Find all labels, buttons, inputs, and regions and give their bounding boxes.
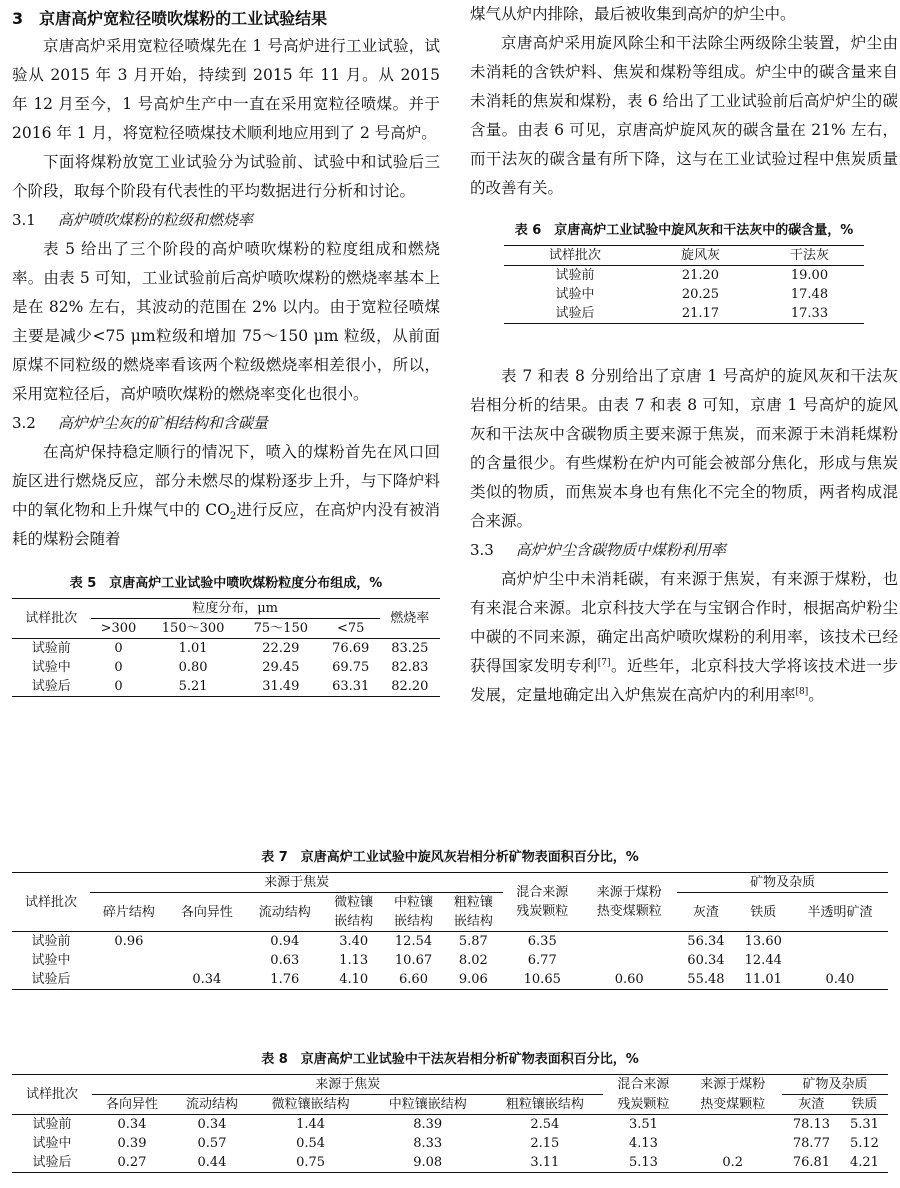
table-cell: 试验后 xyxy=(32,1155,72,1170)
table8-caption: 表 8 京唐高炉工业试验中干法灰岩相分析矿物表面积百分比，% xyxy=(261,1052,639,1067)
table-cell: 5.13 xyxy=(628,1155,658,1170)
section-title: 高炉炉尘含碳物质中煤粉利用率 xyxy=(515,541,726,559)
text-run: 高炉炉尘中未消耗碳，有来源于焦炭，有来源于煤粉，也有来混合来源。北京科技大学在与宝钢合作时，根据高炉粉尘中碳的不同来源，确定出高炉喷吹煤粉的利用率，该技术已经获得国家发明专利 xyxy=(470,570,898,675)
table-cell: 22.29 xyxy=(262,641,300,656)
table-cell: 6.60 xyxy=(399,972,428,987)
table5-header-size: 粒度分布，μm xyxy=(91,599,380,619)
table5 xyxy=(12,598,440,697)
table7-header-coal xyxy=(581,873,677,932)
table-cell: 试验中 xyxy=(31,953,71,968)
table8-subheader: 中粒镶嵌结构 xyxy=(369,1095,486,1115)
table-row xyxy=(504,285,864,304)
table-cell: 5.12 xyxy=(849,1136,879,1151)
table-cell: 0 xyxy=(114,660,123,675)
table8-subheader: 热变煤颗粒 xyxy=(683,1095,782,1115)
paragraph xyxy=(12,438,440,554)
table-cell: 11.01 xyxy=(744,972,782,987)
table-cell: 4.10 xyxy=(339,972,369,987)
citation: [7] xyxy=(597,657,611,668)
table-cell: 8.02 xyxy=(458,953,488,968)
section-3-2-heading xyxy=(12,409,440,438)
table7-block xyxy=(12,848,888,990)
table-cell: 76.69 xyxy=(332,641,370,656)
header-line: 流动结构 xyxy=(258,904,311,920)
table6-header: 试样批次 xyxy=(504,246,646,266)
table-cell: 76.81 xyxy=(792,1155,831,1170)
paragraph: 表 5 给出了三个阶段的高炉喷吹煤粉的粒度组成和燃烧率。由表 5 可知，工业试验前后高炉喷吹煤粉的燃烧率基本上是在 82% 左右，其波动的范围在 2% 以内。由于宽粒径喷煤主要是减少<75 μm粒级和增加 75～150 μm 粒级，从前面原煤不同粒级的燃烧率看该两个粒级燃烧率相差很小，所以，采用宽粒径后，高炉喷吹煤粉的燃烧率变化也很小。 xyxy=(12,240,440,403)
table-cell: 试验中 xyxy=(555,287,595,302)
table6-body xyxy=(504,266,864,324)
table-row xyxy=(12,932,888,952)
table7-subheader: 铁质 xyxy=(735,893,792,932)
table7-header-batch: 试样批次 xyxy=(12,873,90,932)
table-cell: 10.65 xyxy=(523,972,561,987)
section-number: 3.1 xyxy=(12,211,36,229)
table-cell: 9.06 xyxy=(458,972,488,987)
section-3-1-heading xyxy=(12,206,440,235)
table-cell: 试验前 xyxy=(32,1117,72,1132)
table-cell: 2.54 xyxy=(530,1117,560,1132)
table-cell: 17.33 xyxy=(790,306,829,321)
table-cell: 0.27 xyxy=(117,1155,147,1170)
table-cell: 63.31 xyxy=(332,679,370,694)
paragraph: 下面将煤粉放宽工业试验分为试验前、试验中和试验后三个阶段，取每个阶段有代表性的平均数据进行分析和讨论。 xyxy=(12,153,440,200)
paragraph: 京唐高炉采用旋风除尘和干法除尘两级除尘装置，炉尘由未消耗的含铁炉料、焦炭和煤粉等组成。炉尘中的碳含量来自未消耗的焦炭和煤粉，表 6 给出了工业试验前后高炉炉尘的碳含量。由表 6 可见，京唐高炉旋风灰的碳含量在 21% 左右，而干法灰的碳含量有所下降，这与在工业试验过程中焦炭质量的改善有关。 xyxy=(470,34,898,197)
table-cell: 试验前 xyxy=(31,934,71,949)
table-row xyxy=(12,1153,888,1173)
table-cell xyxy=(792,951,888,970)
table-cell: 2.15 xyxy=(530,1136,560,1151)
table-cell: 0.75 xyxy=(296,1155,326,1170)
table8 xyxy=(12,1074,888,1173)
table7-subheader xyxy=(246,893,324,932)
table-row xyxy=(12,677,440,697)
table-cell: 12.44 xyxy=(744,953,782,968)
paragraph: 表 7 和表 8 分别给出了京唐 1 号高炉的旋风灰和干法灰岩相分析的结果。由表 7 和表 8 可知，京唐 1 号高炉的旋风灰和干法灰中含碳物质主要来源于焦炭，而来源于未消耗煤粉的含量很少。有些煤粉在炉内可能会被部分焦化，形成与焦炭类似的物质，而焦炭本身也有焦化不完全的物质，两者构成混合来源。 xyxy=(470,367,898,530)
table8-header-mixed: 混合来源 xyxy=(617,1077,670,1093)
table-row xyxy=(12,658,440,677)
table-cell: 78.77 xyxy=(792,1136,831,1151)
table-cell: 12.54 xyxy=(394,934,433,949)
table-cell: 9.08 xyxy=(413,1155,443,1170)
table-cell: 0.39 xyxy=(117,1136,147,1151)
section-3-heading: 3 京唐高炉宽粒径喷吹煤粉的工业试验结果 xyxy=(12,9,328,28)
table-cell: 试验后 xyxy=(31,972,71,987)
table-cell: 5.87 xyxy=(458,934,488,949)
subscript: 2 xyxy=(229,511,237,523)
table7-subheader xyxy=(384,893,444,932)
table7-header-mixed xyxy=(503,873,581,932)
table-cell: 3.51 xyxy=(628,1117,658,1132)
table7-subheader: 半透明矿渣 xyxy=(792,893,888,932)
table-cell: 1.44 xyxy=(296,1117,326,1132)
table7-subheader xyxy=(90,893,168,932)
table-row xyxy=(12,1115,888,1135)
table-cell xyxy=(792,932,888,952)
table-cell: 0.34 xyxy=(197,1117,227,1132)
table-cell: 0.40 xyxy=(825,972,855,987)
table8-block xyxy=(12,1050,888,1173)
table-cell: 4.21 xyxy=(849,1155,879,1170)
table-cell: 60.34 xyxy=(687,953,725,968)
table-cell: 83.25 xyxy=(391,641,429,656)
table-cell: 试验后 xyxy=(31,679,71,694)
table-cell xyxy=(581,951,677,970)
table-cell: 56.34 xyxy=(687,934,725,949)
table8-subheader: 流动结构 xyxy=(172,1095,252,1115)
table-cell: 10.67 xyxy=(394,953,433,968)
table-cell xyxy=(683,1134,782,1153)
table8-subheader: 粗粒镶嵌结构 xyxy=(486,1095,603,1115)
table7-subheader xyxy=(324,893,384,932)
table-cell: 0.96 xyxy=(114,934,144,949)
section-number: 3.3 xyxy=(470,541,494,559)
left-column xyxy=(12,0,440,697)
header-line: 各向异性 xyxy=(180,904,233,920)
table8-subheader: 铁质 xyxy=(841,1095,888,1115)
table-cell: 0.34 xyxy=(117,1117,147,1132)
table-cell: 1.01 xyxy=(178,641,208,656)
table-cell: 0.80 xyxy=(178,660,208,675)
table-cell: 82.83 xyxy=(391,660,429,675)
table-cell: 3.40 xyxy=(339,934,369,949)
table6-header: 干法灰 xyxy=(755,246,864,266)
table6-caption: 表 6 京唐高炉工业试验中旋风灰和干法灰中的碳含量，% xyxy=(514,223,854,238)
table7-header-mineral: 矿物及杂质 xyxy=(677,873,888,893)
table7-subheader xyxy=(168,893,246,932)
table-row xyxy=(12,639,440,659)
header-line: 来源于煤粉 xyxy=(596,885,662,900)
table-cell: 31.49 xyxy=(262,679,300,694)
table-row xyxy=(12,970,888,990)
table-cell: 6.77 xyxy=(527,953,557,968)
table8-subheader: 各向异性 xyxy=(92,1095,172,1115)
table-cell: 0.34 xyxy=(192,972,222,987)
table-cell: 0.2 xyxy=(722,1155,744,1170)
table-row xyxy=(504,266,864,286)
paragraph: 煤气从炉内排除，最后被收集到高炉的炉尘中。 xyxy=(470,5,796,23)
right-column xyxy=(470,0,898,710)
table-cell: 8.33 xyxy=(413,1136,443,1151)
table5-body xyxy=(12,639,440,697)
table8-header-coke: 来源于焦炭 xyxy=(92,1075,603,1095)
table7-subheader: 灰渣 xyxy=(677,893,734,932)
table8-header-batch: 试样批次 xyxy=(12,1075,92,1115)
table-cell: 4.13 xyxy=(628,1136,658,1151)
table-cell: 0.63 xyxy=(270,953,300,968)
table7-header-coke: 来源于焦炭 xyxy=(90,873,503,893)
paragraph xyxy=(470,565,898,710)
table-cell: 20.25 xyxy=(681,287,720,302)
table6 xyxy=(504,245,864,324)
table-cell: 试验前 xyxy=(555,268,595,283)
table-cell: 8.39 xyxy=(413,1117,443,1132)
table-cell xyxy=(90,951,168,970)
section-number: 3.2 xyxy=(12,414,36,432)
text-run: 进行反应，在高炉内没有被消耗的煤粉会随着 xyxy=(12,501,440,548)
table-cell: 13.60 xyxy=(744,934,782,949)
text-run: 。近些年，北京科技大学将该技术进一步发展，定量地确定出入炉焦炭在高炉内的利用率 xyxy=(470,657,898,704)
citation: [8] xyxy=(795,686,809,697)
table-cell: 0.54 xyxy=(296,1136,326,1151)
table5-caption: 表 5 京唐高炉工业试验中喷吹煤粉粒度分布组成，% xyxy=(69,576,383,591)
table-cell: 82.20 xyxy=(391,679,429,694)
table5-subheader: >300 xyxy=(91,619,147,639)
section-3-3-heading xyxy=(470,536,898,565)
table-cell xyxy=(683,1115,782,1135)
table-cell: 3.11 xyxy=(530,1155,560,1170)
text-run: 在高炉保持稳定顺行的情况下，喷入的煤粉首先在风口回旋区进行燃烧反应，部分未燃尽的煤粉逐步上升，与下降炉料中的氧化物和上升煤气中的 CO xyxy=(12,443,440,519)
table8-subheader: 微粒镶嵌结构 xyxy=(252,1095,369,1115)
table6-header: 旋风灰 xyxy=(646,246,755,266)
table-cell: 78.13 xyxy=(792,1117,831,1132)
table-cell: 1.13 xyxy=(339,953,369,968)
table-cell: 试验中 xyxy=(32,1136,72,1151)
header-line: 嵌结构 xyxy=(453,914,493,929)
header-line: 残炭颗粒 xyxy=(516,904,569,919)
table5-subheader: <75 xyxy=(322,619,380,639)
table7 xyxy=(12,872,888,990)
table-cell: 21.20 xyxy=(681,268,720,283)
table-cell: 0.57 xyxy=(197,1136,227,1151)
table-cell: 0.60 xyxy=(614,972,644,987)
table7-caption: 表 7 京唐高炉工业试验中旋风灰岩相分析矿物表面积百分比，% xyxy=(261,850,639,865)
table-cell: 0.44 xyxy=(197,1155,227,1170)
table7-subheader-row xyxy=(12,893,888,932)
header-line: 中粒镶 xyxy=(394,895,434,910)
text-run: 。 xyxy=(808,686,824,704)
table-row xyxy=(504,304,864,324)
section-title: 高炉喷吹煤粉的粒级和燃烧率 xyxy=(57,211,253,229)
section-title: 高炉炉尘灰的矿相结构和含碳量 xyxy=(57,414,268,432)
table-cell: 17.48 xyxy=(790,287,829,302)
table-cell: 试验前 xyxy=(31,641,71,656)
table-cell: 55.48 xyxy=(687,972,725,987)
table5-header-burn: 燃烧率 xyxy=(380,599,440,639)
table-cell: 试验中 xyxy=(31,660,71,675)
table-cell: 29.45 xyxy=(262,660,300,675)
table7-body xyxy=(12,932,888,990)
table8-body xyxy=(12,1115,888,1173)
table-cell: 5.31 xyxy=(849,1117,879,1132)
paragraph: 京唐高炉采用宽粒径喷煤先在 1 号高炉进行工业试验，试验从 2015 年 3 月开始，持续到 2015 年 11 月。从 2015 年 12 月至今，1 号高炉生产中一直在采用宽粒径喷煤。并于 2016 年 1 月，将宽粒径喷煤技术顺利地应用到了 2 号高炉。 xyxy=(12,37,440,142)
header-line: 嵌结构 xyxy=(394,914,434,929)
table-cell: 5.21 xyxy=(178,679,208,694)
table-cell xyxy=(90,970,168,990)
table-row xyxy=(12,1134,888,1153)
table-cell: 21.17 xyxy=(681,306,720,321)
table8-subheader: 灰渣 xyxy=(782,1095,841,1115)
table-cell: 1.76 xyxy=(270,972,300,987)
table-cell: 0 xyxy=(114,679,123,694)
header-line: 碎片结构 xyxy=(102,904,155,920)
table5-header-batch: 试样批次 xyxy=(12,599,91,639)
table8-subheader-row xyxy=(12,1095,888,1115)
table-cell xyxy=(168,951,246,970)
table-cell: 19.00 xyxy=(790,268,829,283)
table7-subheader xyxy=(443,893,503,932)
header-line: 嵌结构 xyxy=(334,914,374,929)
header-line: 粗粒镶 xyxy=(453,895,493,910)
table-cell xyxy=(581,932,677,952)
table-row xyxy=(12,951,888,970)
table-cell: 0.94 xyxy=(270,934,300,949)
header-line: 热变煤颗粒 xyxy=(596,904,662,919)
table-cell: 6.35 xyxy=(527,934,557,949)
table8-subheader: 残炭颗粒 xyxy=(603,1095,683,1115)
table5-subheader: 150～300 xyxy=(146,619,240,639)
header-line: 混合来源 xyxy=(516,885,569,900)
table-cell: 试验后 xyxy=(555,306,595,321)
table-cell xyxy=(168,932,246,952)
table5-subheader: 75～150 xyxy=(240,619,322,639)
header-line: 微粒镶 xyxy=(334,895,374,910)
table-cell: 0 xyxy=(114,641,123,656)
table-cell: 69.75 xyxy=(332,660,370,675)
table8-header-coal: 来源于煤粉 xyxy=(700,1077,766,1093)
table8-header-mineral: 矿物及杂质 xyxy=(782,1075,888,1095)
